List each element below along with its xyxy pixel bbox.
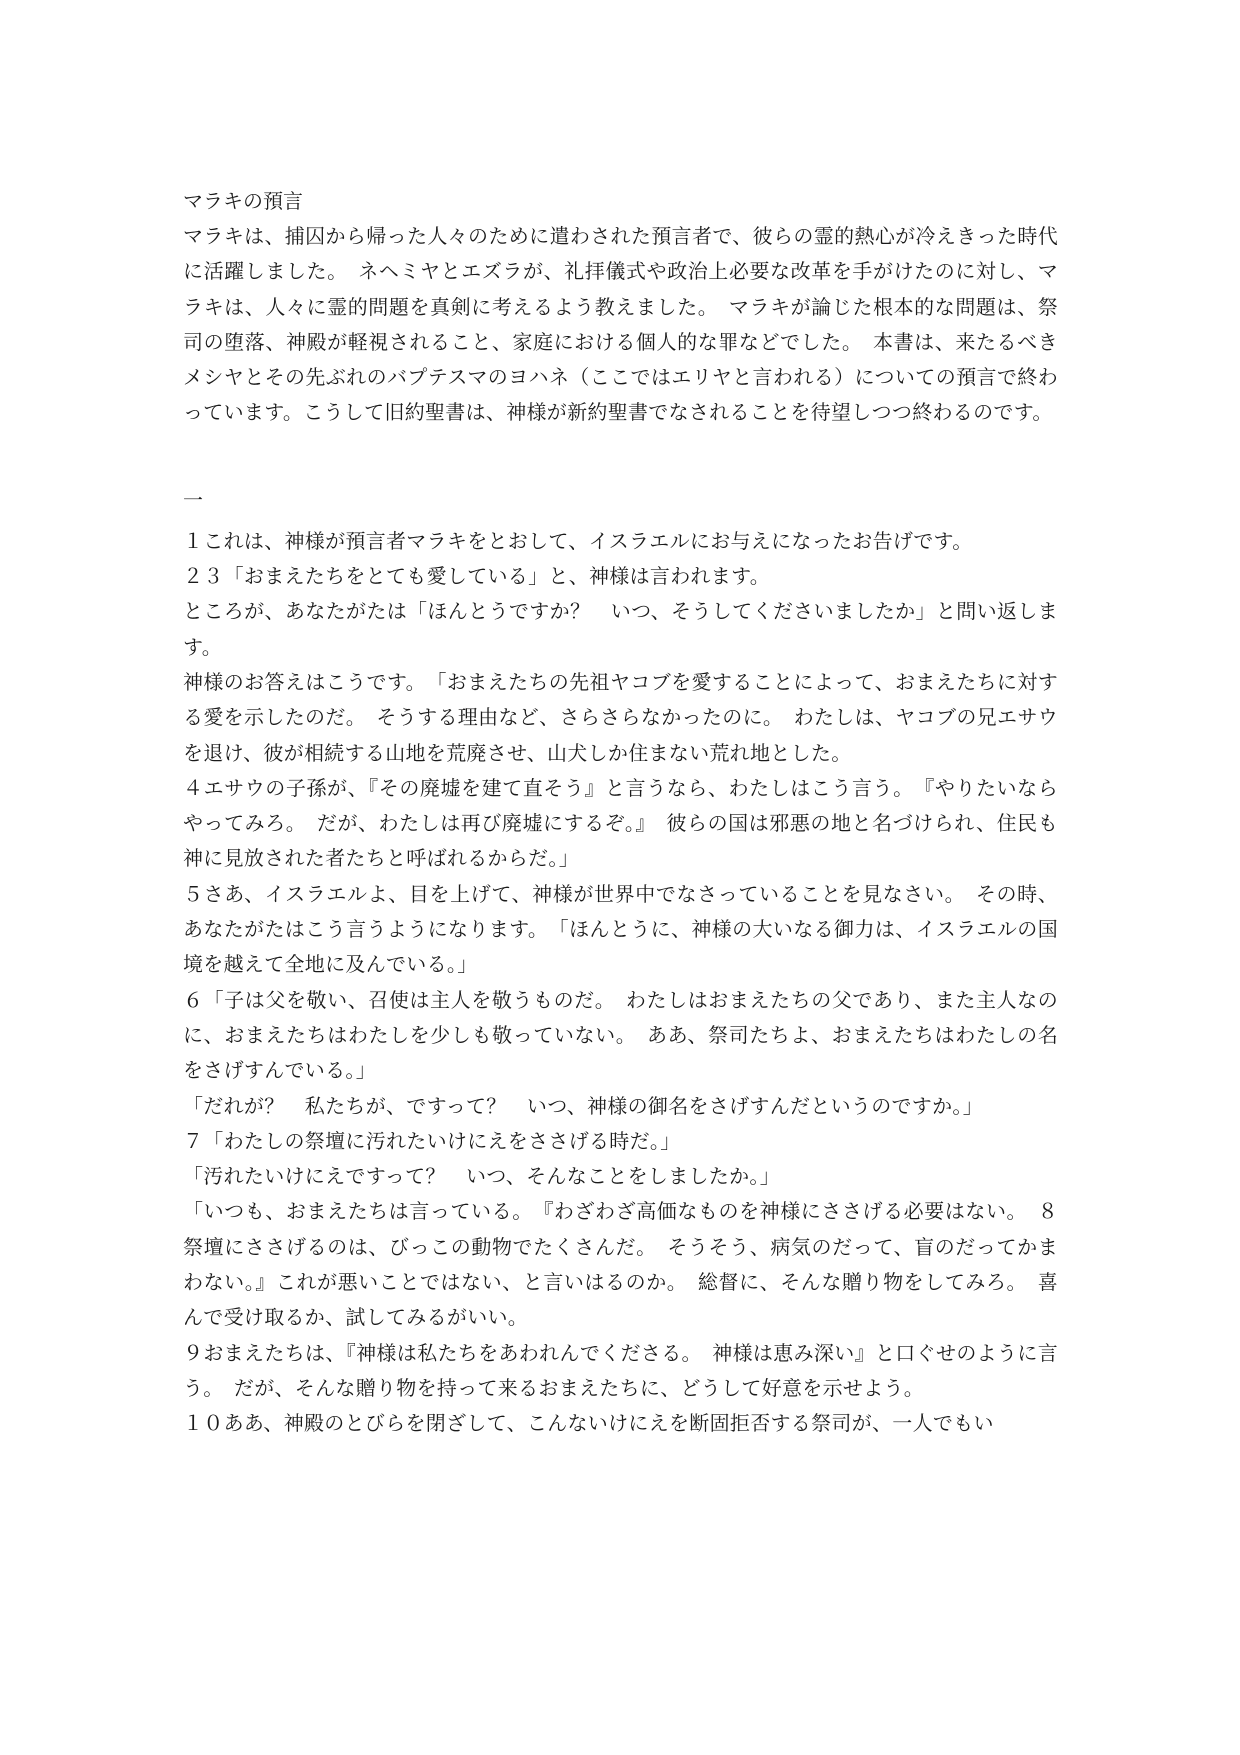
verse-paragraph: ２３「おまえたちをとても愛している」と、神様は言われます。	[183, 564, 771, 589]
verse-paragraph: ７「わたしの祭壇に汚れたいけにえをささげる時だ。」	[183, 1128, 681, 1153]
verse-paragraph: ６「子は父を敬い、召使は主人を敬うものだ。 わたしはおまえたちの父であり、また主人なのに、おまえたちはわたしを少しも敬っていない。 ああ、祭司たちよ、おまえたちはわたしの名をさげすんでいる。」	[183, 987, 1058, 1083]
verse-paragraph: ９おまえたちは、『神様は私たちをあわれんでくださる。 神様は恵み深い』と口ぐせのように言う。 だが、そんな贈り物を持って来るおまえたちに、どうして好意を示せよう。	[183, 1340, 1058, 1400]
document-page	[183, 184, 1058, 1442]
verse-paragraph: 「いつも、おまえたちは言っている。 『わざわざ高価なものを神様にささげる必要はない。 ８祭壇にささげるのは、びっこの動物でたくさんだ。 そうそう、病気のだって、盲のだってかまわない。』これが悪いことではない、と言いはるのか。 総督に、そんな贈り物をしてみろ。 喜んで受け取るか、試してみるがいい。	[183, 1199, 1058, 1330]
verse-list	[183, 524, 1058, 1442]
verse-paragraph: ところが、あなたがたは「ほんとうですか？ いつ、そうしてくださいましたか」と問い返します。	[183, 599, 1058, 659]
document-title: マラキの預言	[183, 189, 303, 213]
verse-paragraph: 神様のお答えはこうです。 「おまえたちの先祖ヤコブを愛することによって、おまえたちに対する愛を示したのだ。 そうする理由など、さらさらなかったのに。 わたしは、ヤコブの兄エサウを退け、彼が相続する山地を荒廃させ、山犬しか住まない荒れ地とした。	[183, 669, 1058, 765]
verse-paragraph: １０ああ、神殿のとびらを閉ざして、こんないけにえを断固拒否する祭司が、一人でもい	[183, 1411, 994, 1436]
chapter-heading: 一	[183, 487, 203, 512]
verse-paragraph: ４エサウの子孫が、『その廃墟を建て直そう』と言うなら、わたしはこう言う。 『やりたいならやってみろ。 だが、わたしは再び廃墟にするぞ。』 彼らの国は邪悪の地と名づけられ、住民も神に見放された者たちと呼ばれるからだ。」	[183, 775, 1058, 871]
intro-paragraph: マラキは、捕囚から帰った人々のために遣わされた預言者で、彼らの霊的熱心が冷えきった時代に活躍しました。 ネヘミヤとエズラが、礼拝儀式や政治上必要な改革を手がけたのに対し、マラキは、人々に霊的問題を真剣に考えるよう教えました。 マラキが論じた根本的な問題は、祭司の堕落、神殿が軽視されること、家庭における個人的な罪などでした。 本書は、来たるべきメシヤとその先ぶれのバプテスマのヨハネ（ここではエリヤと言われる）についての預言で終わっています。こうして旧約聖書は、神様が新約聖書でなされることを待望しつつ終わるのです。	[183, 224, 1058, 425]
verse-paragraph: １これは、神様が預言者マラキをとおして、イスラエルにお与えになったお告げです。	[183, 528, 973, 553]
verse-paragraph: 「汚れたいけにえですって？ いつ、そんなことをしましたか。」	[183, 1164, 780, 1189]
verse-paragraph: ５さあ、イスラエルよ、目を上げて、神様が世界中でなさっていることを見なさい。 その時、あなたがたはこう言うようになります。 「ほんとうに、神様の大いなる御力は、イスラエルの国境を越えて全地に及んでいる。」	[183, 881, 1058, 977]
verse-paragraph: 「だれが？ 私たちが、ですって？ いつ、神様の御名をさげすんだというのですか。」	[183, 1093, 983, 1118]
